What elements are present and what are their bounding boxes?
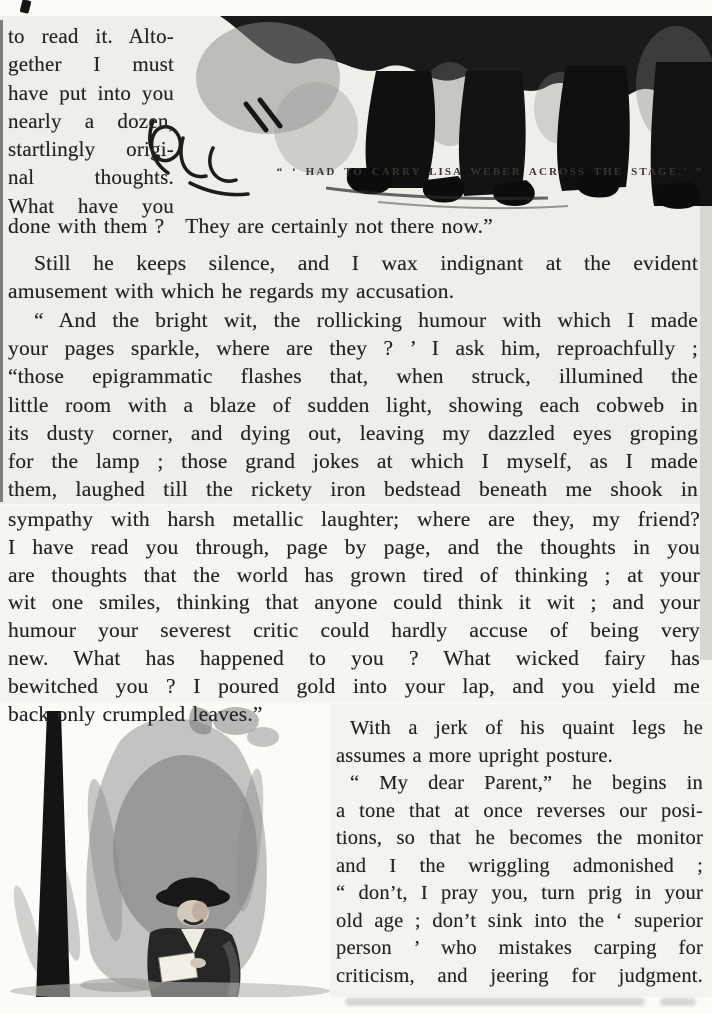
text-line: done with them ? They are certainly not there now.” bbox=[8, 214, 494, 238]
corner-ink-mark bbox=[20, 0, 32, 14]
text-line: gether I must bbox=[8, 52, 174, 77]
text-line: Still he keeps silence, and I wax indignant at the evident bbox=[34, 251, 698, 275]
white-book bbox=[159, 953, 198, 983]
text-line: new. What has happened to you ? What wicked fairy has bbox=[8, 645, 700, 670]
top-text-column bbox=[8, 22, 174, 220]
text-line: person ’ who mistakes carping for bbox=[336, 937, 703, 959]
text-line: nal thoughts. bbox=[8, 165, 174, 190]
stage-illustration bbox=[128, 16, 712, 214]
partial-line-smudge bbox=[660, 998, 696, 1006]
text-line: little room with a blaze of sudden light, showing each cobweb in bbox=[8, 392, 698, 417]
text-line: bewitched you ? I poured gold into your lap, and you yield me bbox=[8, 673, 700, 698]
text-line: your pages sparkle, where are they ? ’ I ask him, reproachfully ; bbox=[8, 336, 698, 361]
text-line: “ don’t, I pray you, turn prig in your bbox=[336, 882, 703, 904]
text-line: “those epigrammatic flashes that, when struck, illumined the bbox=[8, 364, 698, 389]
text-line: them, laughed till the rickety iron bedstead beneath me shook in bbox=[8, 477, 698, 502]
partial-line-smudge bbox=[345, 998, 645, 1006]
text-line: amusement with which he regards my accusation. bbox=[8, 279, 455, 304]
stage-caption: “ ‘ HAD TO CARRY LISA WEBER ACROSS THE STAGE.’ ” bbox=[276, 166, 704, 178]
text-line: to read it. Alto- bbox=[8, 24, 174, 48]
text-line: nearly a dozen, bbox=[8, 108, 174, 133]
scan-edge-left bbox=[0, 20, 3, 502]
paragraph bbox=[8, 306, 698, 503]
text-line: criticism, and jeering for judgment. bbox=[336, 964, 703, 987]
text-line: are thoughts that the world has grown tired of thinking ; at your bbox=[8, 562, 700, 587]
dark-post bbox=[36, 711, 70, 997]
text-line: wit one smiles, thinking that anyone could think it wit ; and your bbox=[8, 590, 700, 615]
paragraph bbox=[8, 249, 698, 305]
text-line: tions, so that he becomes the monitor bbox=[336, 827, 703, 849]
text-line: With a jerk of his quaint legs he bbox=[350, 717, 703, 739]
text-line: have put into you bbox=[8, 80, 174, 105]
text-line: What have you bbox=[8, 193, 174, 218]
text-line: old age ; don’t sink into the ‘ superior bbox=[336, 909, 703, 932]
man-reading-illustration bbox=[0, 705, 335, 997]
text-line: startlingly origi- bbox=[8, 137, 174, 162]
bottom-text-column bbox=[336, 715, 703, 990]
text-line: for the lamp ; those grand jokes at which I myself, as I made bbox=[8, 449, 698, 474]
text-line: sympathy with harsh metallic laughter; where are they, my friend? bbox=[8, 507, 700, 531]
text-line: “ My dear Parent,” he begins in bbox=[350, 772, 703, 794]
text-line: assumes a more upright posture. bbox=[336, 744, 613, 767]
merge-line bbox=[8, 212, 706, 240]
text-line: I have read you through, page by page, and the thoughts in you bbox=[8, 534, 700, 559]
text-line: its dusty corner, and dying out, leaving my dazzled eyes groping bbox=[8, 420, 698, 445]
text-line: back only crumpled leaves.” bbox=[8, 701, 263, 726]
text-line: humour your severest critic could hardly accuse of being very bbox=[8, 618, 700, 643]
text-line: “ And the bright wit, the rollicking humour with which I made bbox=[34, 308, 698, 332]
paragraph bbox=[8, 506, 700, 728]
text-line: and I the wriggling admonished ; bbox=[336, 854, 703, 877]
text-line: a tone that at once reverses our posi- bbox=[336, 799, 703, 822]
